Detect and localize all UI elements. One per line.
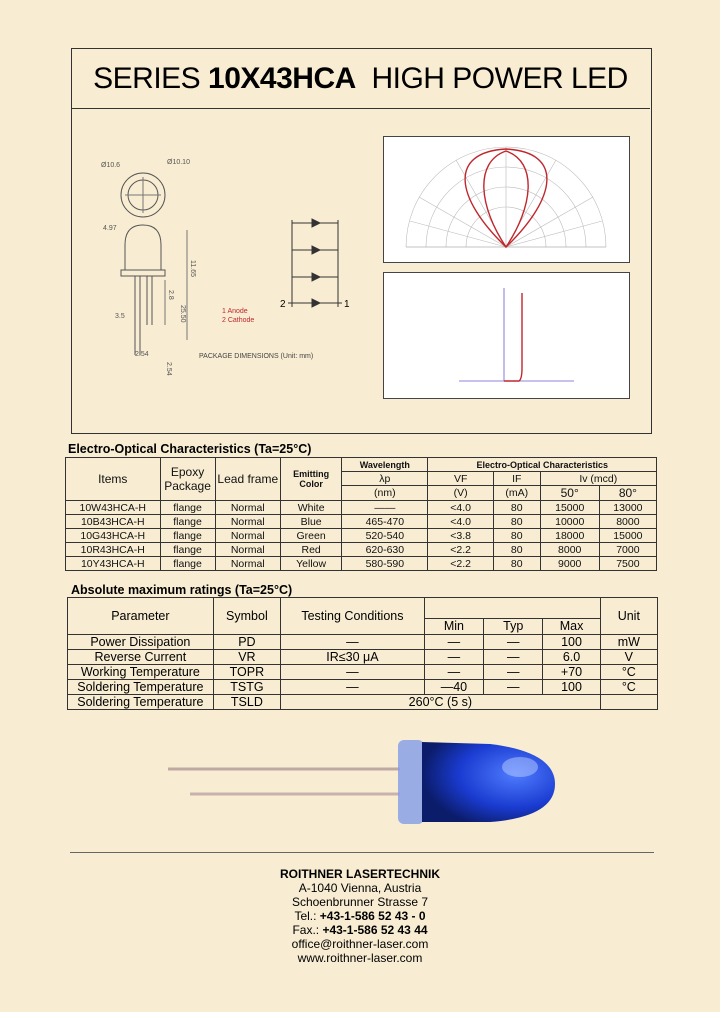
th-vf: VF — [428, 472, 493, 486]
table-row — [68, 695, 658, 710]
dim-bottom: 2.54 — [165, 362, 172, 376]
table-cell: 620-630 — [342, 543, 428, 557]
table-cell: 80 — [493, 515, 540, 529]
table-cell: <2.2 — [428, 557, 493, 571]
table-row — [68, 635, 658, 650]
th-cond: Testing Conditions — [281, 598, 425, 635]
table-cell: 15000 — [540, 501, 599, 515]
table-cell: <4.0 — [428, 501, 493, 515]
table-cell: °C — [600, 680, 657, 695]
th-symbol: Symbol — [213, 598, 280, 635]
th-unit-ma: (mA) — [493, 486, 540, 501]
table-cell: —40 — [424, 680, 483, 695]
table-cell: VR — [213, 650, 280, 665]
iv-curve-chart — [383, 272, 630, 399]
radiation-pattern-chart — [383, 136, 630, 263]
table-cell: — — [424, 665, 483, 680]
table-cell: — — [484, 650, 543, 665]
table-cell: flange — [160, 543, 215, 557]
table-cell: 10000 — [540, 515, 599, 529]
email-link[interactable]: office@roithner-laser.com — [291, 937, 429, 951]
company-name: ROITHNER LASERTECHNIK — [279, 867, 440, 881]
th-items: Items — [66, 458, 161, 501]
eo-table — [65, 457, 657, 571]
th-unit-v: (V) — [428, 486, 493, 501]
table-cell: 9000 — [540, 557, 599, 571]
table-row — [66, 529, 657, 543]
table-cell: White — [280, 501, 341, 515]
th-parameter: Parameter — [68, 598, 214, 635]
table-cell: —— — [342, 501, 428, 515]
table-cell: 10G43HCA-H — [66, 529, 161, 543]
table-row — [66, 501, 657, 515]
footer-divider — [70, 852, 654, 853]
table-cell: Soldering Temperature — [68, 695, 214, 710]
pin-1-label: 1 — [344, 299, 350, 310]
table-cell: +70 — [543, 665, 600, 680]
led-photo — [160, 722, 560, 832]
th-min: Min — [424, 618, 483, 634]
table-cell: 80 — [493, 557, 540, 571]
circuit-schematic — [280, 195, 390, 330]
table-row — [66, 515, 657, 529]
table-cell: 100 — [543, 680, 600, 695]
th-lead: Lead frame — [215, 458, 280, 501]
table-cell: flange — [160, 515, 215, 529]
table-cell: TSTG — [213, 680, 280, 695]
table-cell: <4.0 — [428, 515, 493, 529]
package-note: PACKAGE DIMENSIONS (Unit: mm) — [199, 353, 314, 360]
table-cell: IR≤30 μA — [281, 650, 425, 665]
table-cell: 80 — [493, 529, 540, 543]
table-cell: flange — [160, 529, 215, 543]
table-cell: 8000 — [540, 543, 599, 557]
table-cell: 10R43HCA-H — [66, 543, 161, 557]
table-cell: Yellow — [280, 557, 341, 571]
table-cell: flange — [160, 501, 215, 515]
th-typ: Typ — [484, 618, 543, 634]
table-cell: — — [484, 635, 543, 650]
dim-lead: 25.50 — [179, 305, 186, 323]
th-if: IF — [493, 472, 540, 486]
table-cell — [424, 598, 600, 619]
table-cell: Normal — [215, 501, 280, 515]
title-bar — [71, 48, 650, 109]
table-cell: TOPR — [213, 665, 280, 680]
tel-line: Tel.: +43-1-586 52 43 - 0 — [294, 909, 426, 923]
th-eoc: Electro-Optical Characteristics — [428, 458, 657, 472]
table-cell: Normal — [215, 557, 280, 571]
th-80: 80° — [599, 486, 656, 501]
table-cell: Blue — [280, 515, 341, 529]
table-row — [66, 557, 657, 571]
table-cell — [600, 695, 657, 710]
table-cell: 6.0 — [543, 650, 600, 665]
table-cell: — — [281, 635, 425, 650]
th-color: Emitting Color — [280, 458, 341, 501]
table-cell: 10W43HCA-H — [66, 501, 161, 515]
table-cell: Normal — [215, 529, 280, 543]
table-cell: 520-540 — [342, 529, 428, 543]
table-cell: 80 — [493, 543, 540, 557]
dim-pin: 3.5 — [115, 313, 125, 320]
th-wavelength: Wavelength — [342, 458, 428, 472]
table-cell: 465-470 — [342, 515, 428, 529]
table-cell: — — [484, 665, 543, 680]
table-cell: Red — [280, 543, 341, 557]
table-cell: Soldering Temperature — [68, 680, 214, 695]
th-iv: Iv (mcd) — [540, 472, 656, 486]
pin-2-label: 2 — [280, 299, 286, 310]
th-epoxy: Epoxy Package — [160, 458, 215, 501]
table-cell: 15000 — [599, 529, 656, 543]
dim-top-right: Ø10.10 — [167, 159, 190, 166]
table-cell: 10B43HCA-H — [66, 515, 161, 529]
anode-label: 1 Anode — [222, 308, 248, 315]
table-cell: <3.8 — [428, 529, 493, 543]
table-cell: flange — [160, 557, 215, 571]
cathode-label: 2 Cathode — [222, 317, 255, 324]
dim-side: 4.97 — [103, 225, 117, 232]
footer — [0, 867, 720, 965]
table-cell: 13000 — [599, 501, 656, 515]
amr-table — [67, 597, 658, 710]
table-cell: PD — [213, 635, 280, 650]
table-row — [66, 543, 657, 557]
table-cell: 7500 — [599, 557, 656, 571]
table-cell: Reverse Current — [68, 650, 214, 665]
dim-2-8: 2.8 — [167, 290, 174, 300]
table-cell: 580-590 — [342, 557, 428, 571]
dim-height: 11.65 — [189, 260, 196, 277]
table-row — [68, 680, 658, 695]
table-cell: — — [424, 650, 483, 665]
th-unit-nm: (nm) — [342, 486, 428, 501]
web-link[interactable]: www.roithner-laser.com — [297, 951, 423, 965]
table-cell: 18000 — [540, 529, 599, 543]
table-cell: °C — [600, 665, 657, 680]
table-cell: 7000 — [599, 543, 656, 557]
table-row — [68, 665, 658, 680]
dim-top-left: Ø10.6 — [101, 162, 121, 169]
table-cell: — — [424, 635, 483, 650]
address-line-1: A-1040 Vienna, Austria — [298, 881, 422, 895]
table-cell: 100 — [543, 635, 600, 650]
table-cell: — — [484, 680, 543, 695]
table-row — [68, 650, 658, 665]
table-cell: 8000 — [599, 515, 656, 529]
th-50: 50° — [540, 486, 599, 501]
table-cell: Green — [280, 529, 341, 543]
address-line-2: Schoenbrunner Strasse 7 — [291, 895, 429, 909]
table-cell: — — [281, 680, 425, 695]
table-cell: TSLD — [213, 695, 280, 710]
eo-section-title: Electro-Optical Characteristics (Ta=25°C) — [68, 442, 312, 456]
table-cell: Working Temperature — [68, 665, 214, 680]
table-cell: 80 — [493, 501, 540, 515]
fax-line: Fax.: +43-1-586 52 43 44 — [292, 923, 428, 937]
table-cell: — — [281, 665, 425, 680]
page-title: SERIES 10X43HCA HIGH POWER LED — [93, 62, 628, 95]
table-cell: Power Dissipation — [68, 635, 214, 650]
table-cell: <2.2 — [428, 543, 493, 557]
amr-section-title: Absolute maximum ratings (Ta=25°C) — [71, 583, 293, 597]
table-cell: V — [600, 650, 657, 665]
table-cell: 10Y43HCA-H — [66, 557, 161, 571]
th-max: Max — [543, 618, 600, 634]
dim-spacing: 2.54 — [135, 351, 149, 358]
table-cell: mW — [600, 635, 657, 650]
table-cell: 260°C (5 s) — [281, 695, 601, 710]
table-cell: Normal — [215, 543, 280, 557]
th-lp: λp — [342, 472, 428, 486]
th-unit: Unit — [600, 598, 657, 635]
table-cell: Normal — [215, 515, 280, 529]
